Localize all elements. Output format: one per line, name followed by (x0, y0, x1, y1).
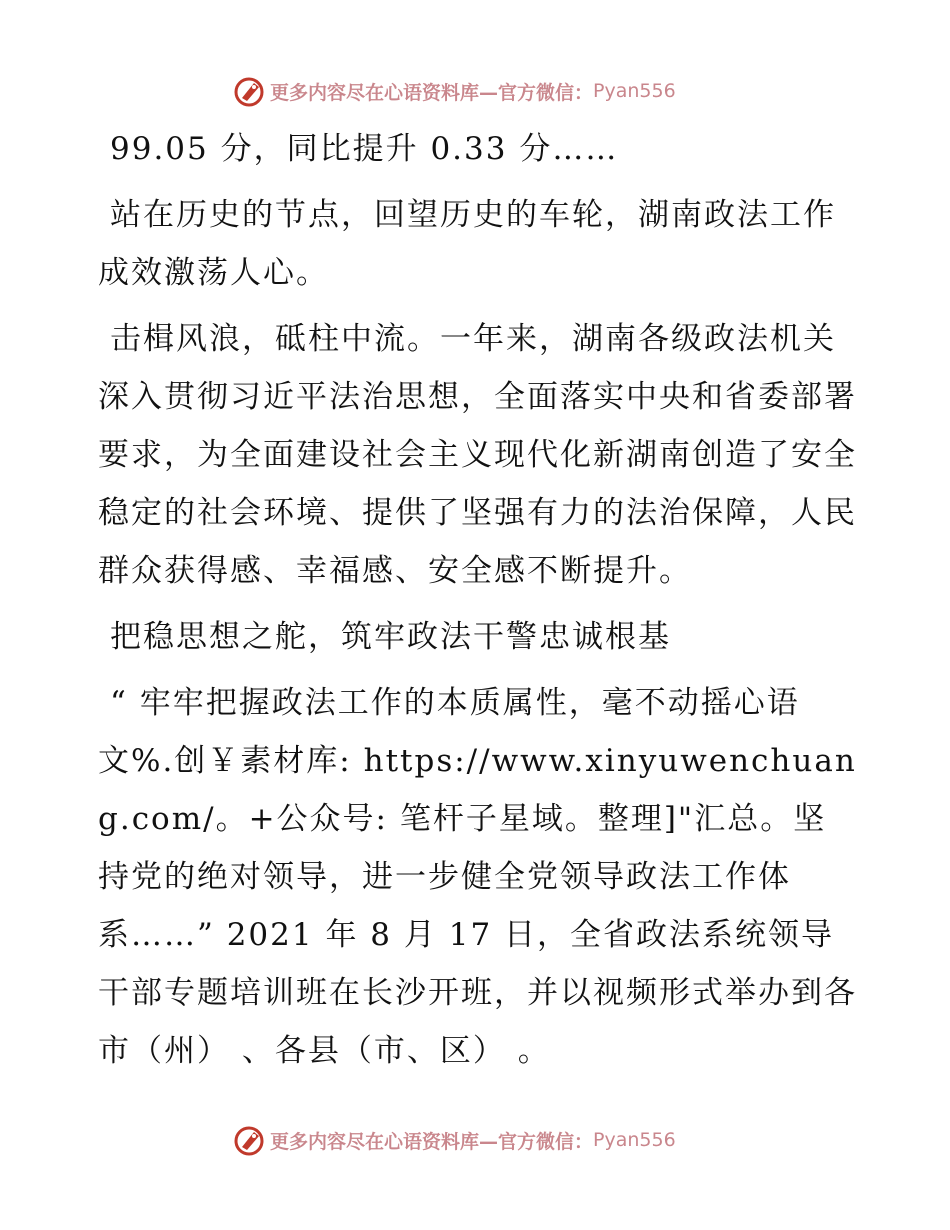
document-body (98, 120, 858, 1088)
paragraph-history: 站在历史的节点，回望历史的车轮，湖南政法工作成效激荡人心。 (98, 197, 836, 291)
paragraph-score: 99.05 分，同比提升 0.33 分…… (110, 131, 619, 167)
watermark-wechat-id: Pyan556 (593, 1129, 676, 1151)
paragraph-achievements: 击楫风浪，砥柱中流。一年来，湖南各级政法机关深入贯彻习近平法治思想，全面落实中央和省委部署要求，为全面建设社会主义现代化新湖南创造了安全稳定的社会环境、提供了坚强有力的法治保障，人民群众获得感、幸福感、安全感不断提升。 (98, 321, 857, 589)
watermark-text: 更多内容尽在心语资料库—官方微信： (270, 81, 594, 104)
watermark-wechat-id: Pyan556 (593, 80, 676, 102)
section-heading: 把稳思想之舵，筑牢政法干警忠诚根基 (110, 619, 671, 655)
watermark-banner-top (232, 71, 712, 111)
paragraph-training: “ 牢牢把握政法工作的本质属性，毫不动摇心语文%.创￥素材库: https://www.xinyuwenchuang.com/。+公众号: 笔杆子星域。整理]"汇总。坚持党的绝对领导，进一步健全党领导政法工作体系……” 2021 年 8 月 17 日，全省政法系统领导干部专题培训班在长沙开班，并以视频形式举办到各市（州） 、各县（市、区） 。 (98, 685, 857, 1069)
pen-nib-circle-icon (232, 74, 266, 108)
watermark-text: 更多内容尽在心语资料库—官方微信： (270, 1130, 594, 1153)
pen-nib-circle-icon (232, 1123, 266, 1157)
watermark-banner-bottom (232, 1120, 712, 1160)
